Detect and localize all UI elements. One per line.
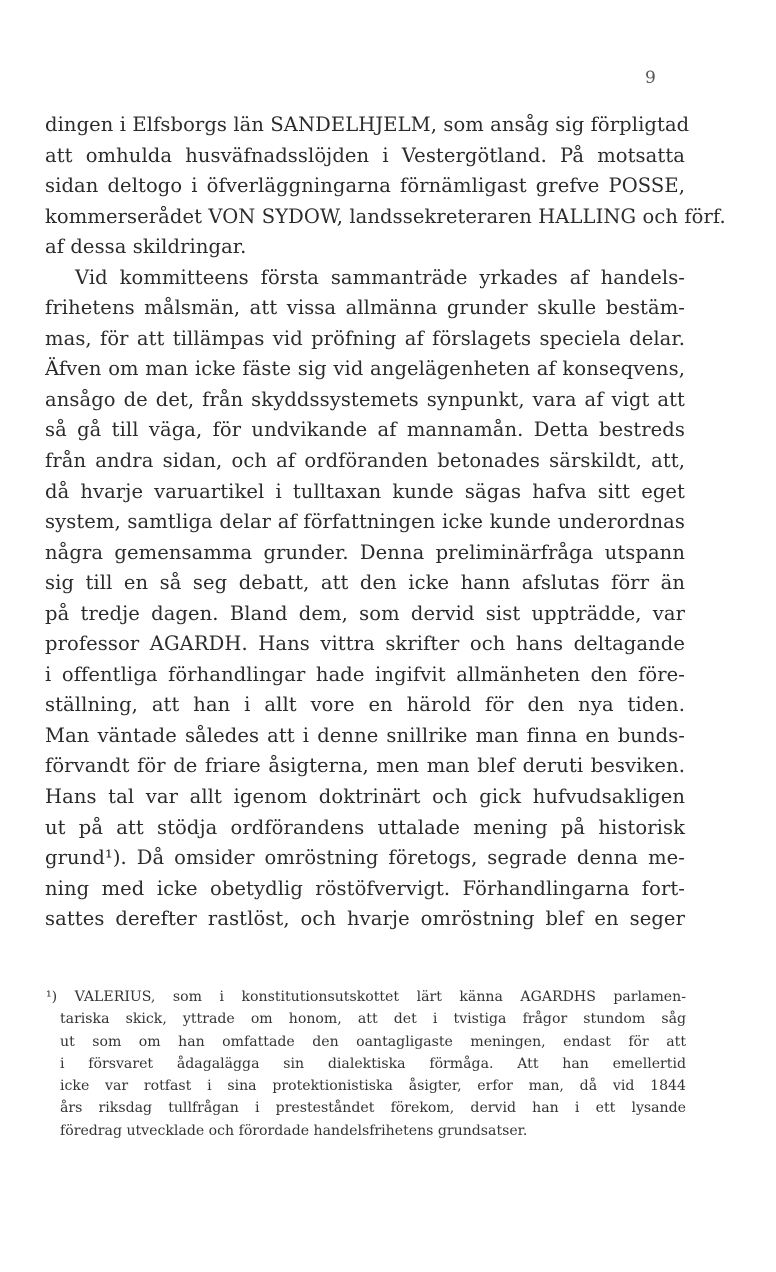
text-line: sidan deltogo i öfverläggningarna förnämligast grefve POSSE, [45, 174, 685, 198]
text-line: professor AGARDH. Hans vittra skrifter och hans deltagande [45, 632, 685, 656]
text-line: ning med icke obetydlig röstöfvervigt. Förhandlingarna fort- [45, 876, 685, 900]
text-line: då hvarje varuartikel i tulltaxan kunde sägas hafva sitt eget [45, 479, 685, 503]
text-line: grund¹). Då omsider omröstning företogs, segrade denna me- [45, 846, 685, 870]
text-line: sig till en så seg debatt, att den icke hann afslutas förr än [45, 571, 685, 595]
text-line: från andra sidan, och af ordföranden betonades särskildt, att, [45, 449, 685, 473]
footnote-line: ¹) VALERIUS, som i konstitutionsutskottet lärt känna AGARDHS parlamen- [46, 989, 686, 1005]
footnote-line: års riksdag tullfrågan i presteståndet förekom, dervid han i ett lysande [60, 1100, 686, 1117]
text-line: Äfven om man icke fäste sig vid angelägenheten af konseqvens, [45, 357, 685, 381]
text-line: i offentliga förhandlingar hade ingifvit allmänheten den före- [45, 662, 685, 686]
text-line: Hans tal var allt igenom doktrinärt och gick hufvudsakligen [45, 785, 685, 809]
body-text [45, 110, 726, 935]
text-line: så gå till väga, för undvikande af mannamån. Detta bestreds [45, 418, 685, 442]
text-line: ställning, att han i allt vore en härold för den nya tiden. [45, 693, 685, 717]
footnote [46, 986, 686, 1142]
footnote-line: ut som om han omfattade den oantagligaste meningen, endast för att [60, 1033, 686, 1050]
footnote-line: i försvaret ådagalägga sin dialektiska förmåga. Att han emellertid [60, 1055, 686, 1072]
page-number: 9 [645, 68, 656, 88]
footnote-line: icke var rotfast i sina protektionistiska åsigter, erfor man, då vid 1844 [60, 1078, 686, 1095]
text-line: några gemensamma grunder. Denna preliminärfråga utspann [45, 540, 685, 564]
text-line: Vid kommitteens första sammanträde yrkades af handels- [75, 265, 685, 289]
text-line: frihetens målsmän, att vissa allmänna grunder skulle bestäm- [45, 296, 685, 320]
footnote-line: tariska skick, yttrade om honom, att det i tvistiga frågor stundom såg [60, 1011, 686, 1028]
text-line: system, samtliga delar af författningen icke kunde underordnas [45, 510, 685, 534]
footnote-line: föredrag utvecklade och förordade handelsfrihetens grundsatser. [60, 1122, 528, 1139]
text-line: sattes derefter rastlöst, och hvarje omröstning blef en seger [45, 907, 685, 931]
text-line: mas, för att tillämpas vid pröfning af förslagets speciela delar. [45, 326, 685, 350]
text-line: dingen i Elfsborgs län SANDELHJELM, som ansåg sig förpligtad [45, 113, 690, 136]
text-line: förvandt för de friare åsigterna, men man blef deruti besviken. [45, 754, 685, 778]
text-line: att omhulda husväfnadsslöjden i Vestergötland. På motsatta [45, 143, 685, 167]
text-line: Man väntade således att i denne snillrike man finna en bunds- [45, 723, 685, 747]
text-line: af dessa skildringar. [45, 235, 247, 259]
text-line: ut på att stödja ordförandens uttalade mening på historisk [45, 815, 685, 839]
text-line: på tredje dagen. Bland dem, som dervid sist uppträdde, var [45, 601, 685, 625]
text-line: ansågo de det, från skyddssystemets synpunkt, vara af vigt att [45, 387, 685, 411]
text-line: kommerserådet VON SYDOW, landssekreteraren HALLING och förf. [45, 204, 726, 228]
